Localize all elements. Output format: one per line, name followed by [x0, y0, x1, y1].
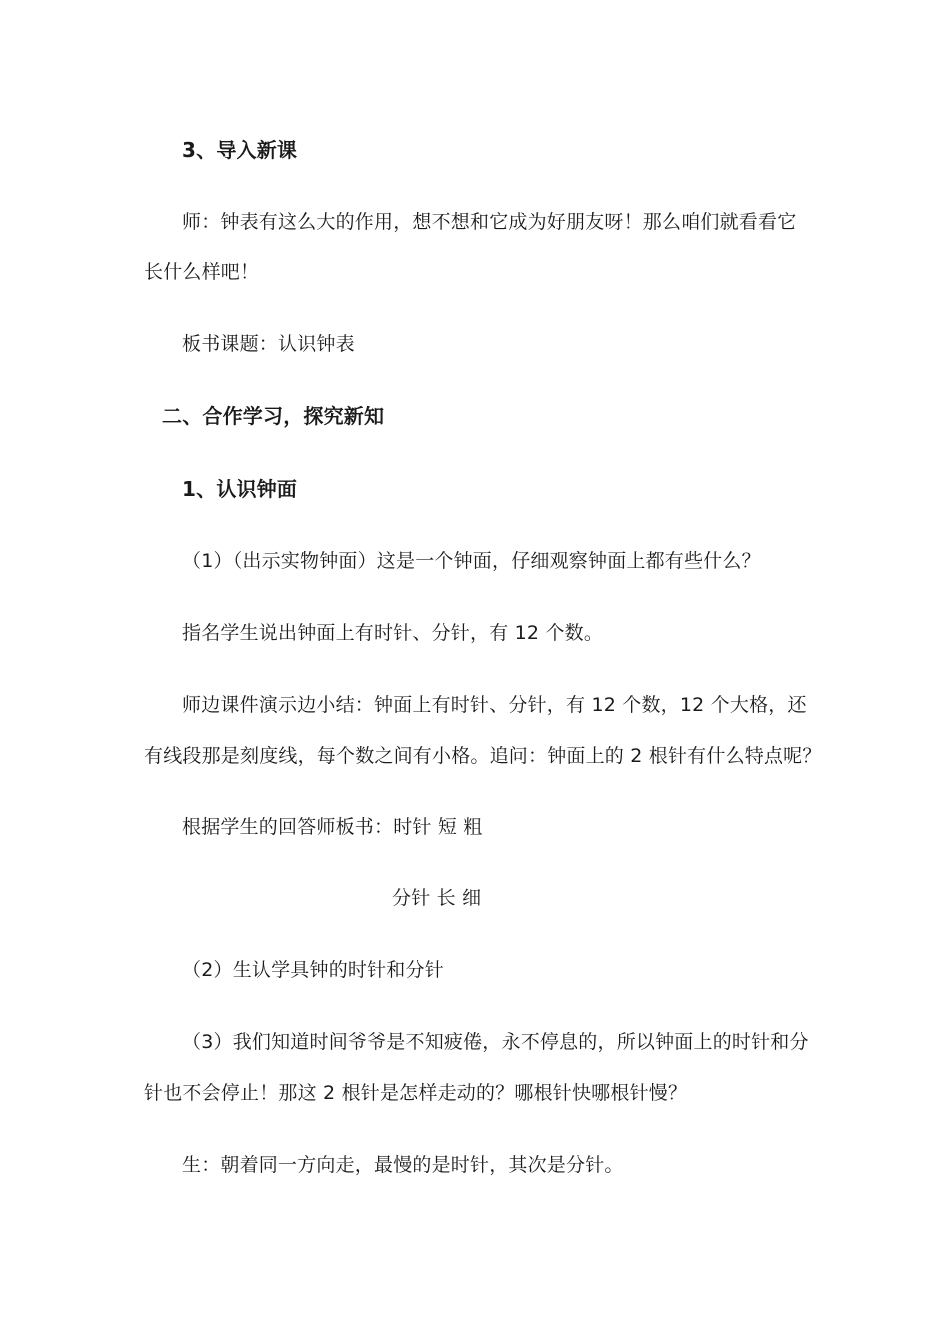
section-heading-cooperative-learning: 二、合作学习，探究新知: [162, 404, 385, 428]
answer-3-text: 生：朝着同一方向走，最慢的是时针，其次是分针。: [182, 1154, 624, 1176]
paragraph-teacher-line-1: 师：钟表有这么大的作用，想不想和它成为好朋友呀！那么咱们就看看它: [182, 211, 797, 233]
answer-1-text: 指名学生说出钟面上有时针、分针，有 12 个数。: [182, 622, 604, 644]
board-writing-line-1: 根据学生的回答师板书：时针 短 粗: [182, 816, 483, 838]
board-title-text: 板书课题：认识钟表: [182, 333, 355, 355]
summary-line-1: 师边课件演示边小结：钟面上有时针、分针，有 12 个数，12 个大格，还: [182, 694, 807, 716]
question-3-line-1: （3）我们知道时间爷爷是不知疲倦，永不停息的，所以钟面上的时针和分: [182, 1031, 809, 1053]
question-2-text: （2）生认学具钟的时针和分针: [182, 959, 444, 981]
board-writing-line-2: 分针 长 细: [392, 887, 482, 909]
question-3-line-2: 针也不会停止！那这 2 根针是怎样走动的？哪根针快哪根针慢？: [144, 1082, 688, 1104]
heading-recognize-clock-face: 1、认识钟面: [182, 477, 298, 501]
summary-line-2: 有线段那是刻度线，每个数之间有小格。追问：钟面上的 2 根针有什么特点呢？: [144, 745, 822, 767]
question-1-text: （1）（出示实物钟面）这是一个钟面，仔细观察钟面上都有些什么？: [182, 550, 761, 572]
heading-introduce-new-lesson: 3、导入新课: [182, 138, 298, 162]
paragraph-teacher-line-2: 长什么样吧！: [144, 261, 260, 283]
